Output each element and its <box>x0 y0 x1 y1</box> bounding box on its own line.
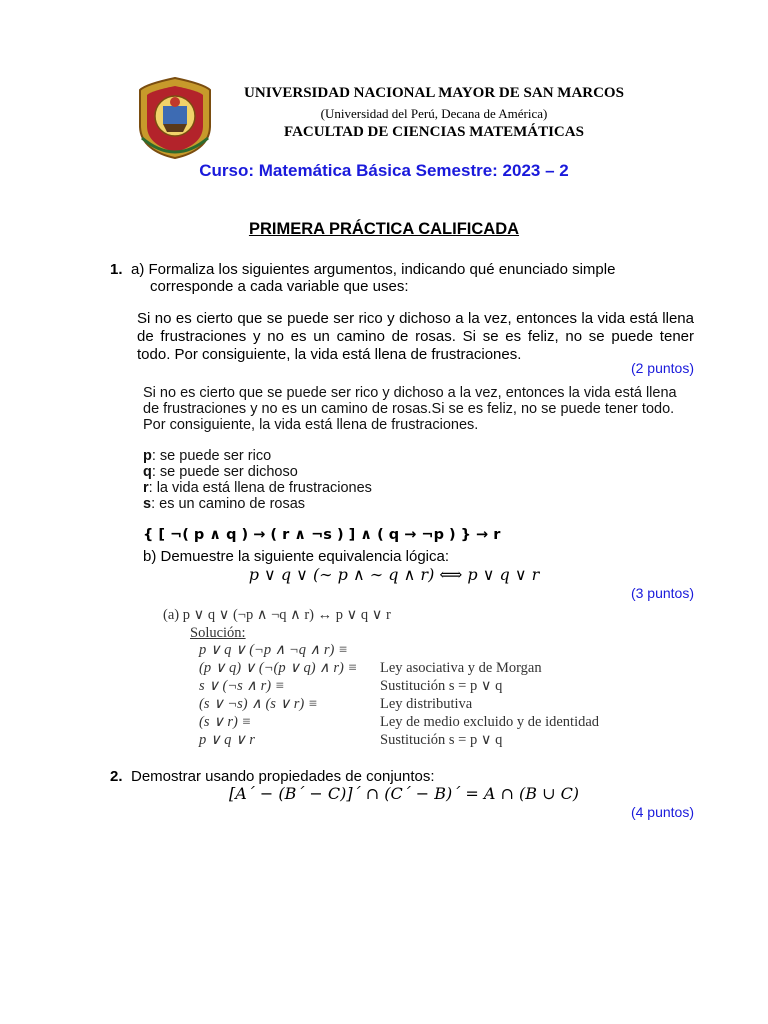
proof-step-1-expr: p ∨ q ∨ (¬p ∧ ¬q ∧ r) ≡ <box>199 642 348 658</box>
variable-s: s: es un camino de rosas <box>143 496 306 512</box>
equivalence-formula: p ∨ q ∨ (∼ p ∧ ∼ q ∧ r) ⟺ p ∨ q ∨ r <box>248 565 540 584</box>
answer-line-2: de frustraciones y no es un camino de rosas.Si se es feliz, no se puede tener todo. <box>143 401 675 417</box>
answer-line-3: Por consiguiente, la vida está llena de frustraciones. <box>143 417 479 433</box>
question-2-text: Demostrar usando propiedades de conjuntos: <box>131 768 435 785</box>
set-identity-formula: [A´ − (B´ − C)]´ ∩ (C´ − B)´ = A ∩ (B ∪ C) <box>228 784 580 803</box>
question-1a-text-line2: corresponde a cada variable que uses: <box>150 278 409 295</box>
proof-step-3-reason: Sustitución s = p ∨ q <box>380 678 503 694</box>
question-1-number: 1. <box>110 261 123 278</box>
question-2-number: 2. <box>110 768 123 785</box>
variable-r: r: la vida está llena de frustraciones <box>143 480 372 496</box>
proof-step-3-expr: s ∨ (¬s ∧ r) ≡ <box>199 678 285 694</box>
points-1a: (2 puntos) <box>630 360 694 376</box>
proof-heading: (a) p ∨ q ∨ (¬p ∧ ¬q ∧ r) ↔ p ∨ q ∨ r <box>163 607 391 623</box>
faculty-name: FACULTAD DE CIENCIAS MATEMÁTICAS <box>284 124 584 140</box>
exam-title: PRIMERA PRÁCTICA CALIFICADA <box>248 220 520 238</box>
course-line: Curso: Matemática Básica Semestre: 2023 – 2 <box>199 161 569 180</box>
proof-step-5-expr: (s ∨ r) ≡ <box>199 714 252 730</box>
question-1b-text: b) Demuestre la siguiente equivalencia lógica: <box>143 548 450 565</box>
proof-step-4-expr: (s ∨ ¬s) ∧ (s ∨ r) ≡ <box>199 696 318 712</box>
variable-p: p: se puede ser rico <box>143 448 272 464</box>
formalized-argument: { [ ¬( p ∧ q ) → ( r ∧ ¬s ) ] ∧ ( q → ¬p ) } → r <box>143 527 501 543</box>
university-subtitle: (Universidad del Perú, Decana de América) <box>320 106 548 121</box>
points-2: (4 puntos) <box>630 804 694 820</box>
argument-line-2: de frustraciones y no es un camino de rosas. Si se es feliz, no se puede tener <box>137 328 694 345</box>
proof-step-6-reason: Sustitución s = p ∨ q <box>380 732 503 748</box>
proof-step-2-reason: Ley asociativa y de Morgan <box>380 660 542 676</box>
solution-label: Solución: <box>190 625 246 641</box>
variable-q: q: se puede ser dichoso <box>143 464 298 480</box>
proof-step-2-expr: (p ∨ q) ∨ (¬(p ∨ q) ∧ r) ≡ <box>199 660 358 676</box>
proof-step-6-expr: p ∨ q ∨ r <box>199 732 255 748</box>
university-name: UNIVERSIDAD NACIONAL MAYOR DE SAN MARCOS <box>244 85 624 101</box>
argument-line-1: Si no es cierto que se puede ser rico y dichoso a la vez, entonces la vida está llena <box>137 310 694 327</box>
proof-step-4-reason: Ley distributiva <box>380 696 473 712</box>
points-1b: (3 puntos) <box>630 585 694 601</box>
argument-line-3: todo. Por consiguiente, la vida está llena de frustraciones. <box>137 346 522 363</box>
proof-step-5-reason: Ley de medio excluido y de identidad <box>380 714 600 730</box>
question-1a-text-line1: a) Formaliza los siguientes argumentos, indicando qué enunciado simple <box>131 261 616 278</box>
answer-line-1: Si no es cierto que se puede ser rico y dichoso a la vez, entonces la vida está llena <box>143 385 677 401</box>
